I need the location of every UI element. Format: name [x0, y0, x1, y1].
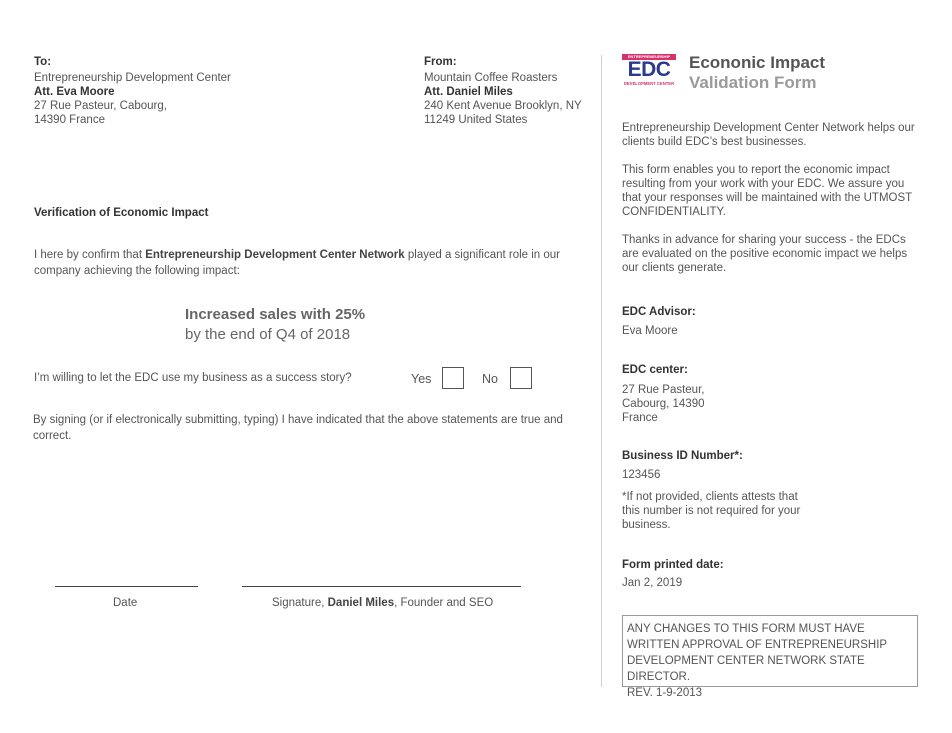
no-checkbox[interactable]	[510, 367, 532, 389]
from-block	[424, 55, 599, 127]
form-title-line1: Econonic Impact	[689, 53, 826, 72]
to-org: Entrepreneurship Development Center	[34, 72, 231, 84]
signing-statement: By signing (or if electronically submitting, typing) I have indicated that the above statements are true and correct.	[33, 414, 563, 442]
edc-logo	[622, 54, 676, 87]
date-label: Date	[113, 597, 138, 609]
date-line	[55, 586, 198, 587]
form-title-line2: Validation Form	[689, 73, 817, 92]
confirmation-suffix: played a significant role in our company achieving the following impact:	[34, 249, 561, 277]
from-label: From:	[424, 56, 457, 68]
confirmation-statement	[34, 247, 574, 279]
signature-line	[242, 586, 521, 587]
impact-line2: by the end of Q4 of 2018	[185, 326, 351, 343]
logo-bottom-text: DEVELOPMENT CENTER	[623, 81, 675, 86]
logo-top-text: ENTREPRENEURSHIP	[627, 54, 671, 59]
signature-prefix: Signature,	[272, 597, 328, 609]
center-label: EDC center:	[622, 364, 688, 376]
advisor-value: Eva Moore	[622, 325, 678, 337]
business-id-note: *If not provided, clients attests that this number is not required for your business.	[622, 491, 801, 531]
advisor-label: EDC Advisor:	[622, 306, 696, 318]
to-label: To:	[34, 56, 52, 68]
signature-label	[272, 597, 493, 609]
impact-statement	[185, 305, 365, 345]
center-line3: France	[622, 412, 658, 424]
printed-date-value: Jan 2, 2019	[622, 577, 683, 589]
signature-name: Daniel Miles	[327, 597, 395, 609]
center-line1: 27 Rue Pasteur,	[622, 384, 705, 396]
confirmation-org: Entrepreneurship Development Center Network	[145, 249, 405, 261]
printed-date-label: Form printed date:	[622, 559, 724, 571]
to-block	[34, 55, 334, 127]
approval-notice	[622, 615, 918, 699]
center-address	[622, 383, 704, 425]
verification-heading: Verification of Economic Impact	[34, 207, 209, 219]
yes-label: Yes	[411, 372, 432, 386]
intro-paragraph-1: Entrepreneurship Development Center Network helps our clients build EDC’s best businesses.	[622, 122, 915, 148]
yes-checkbox[interactable]	[442, 367, 464, 389]
from-attention: Att. Daniel Miles	[424, 86, 513, 98]
business-id-value: 123456	[622, 469, 661, 481]
signature-suffix: , Founder and SEO	[394, 597, 494, 609]
impact-line1: Increased sales with 25%	[185, 306, 366, 323]
confirmation-prefix: I here by confirm that	[34, 249, 146, 261]
to-address-line1: 27 Rue Pasteur, Cabourg,	[34, 100, 167, 112]
from-org: Mountain Coffee Roasters	[424, 72, 558, 84]
logo-main-text: EDC	[627, 58, 671, 81]
business-id-label: Business ID Number*:	[622, 450, 743, 462]
from-address-line2: 11249 United States	[424, 114, 528, 126]
center-line2: Cabourg, 14390	[622, 398, 705, 410]
success-story-question: I’m willing to let the EDC use my business as a success story?	[34, 372, 352, 384]
intro-paragraph-2: This form enables you to report the economic impact resulting from your work with your EDC. We assure you that your responses will be maintained with the UTMOST CONFIDENTIALITY.	[622, 164, 912, 218]
to-address-line2: 14390 France	[34, 114, 105, 126]
column-divider	[601, 55, 602, 687]
revision-text: REV. 1-9-2013	[627, 687, 703, 699]
to-attention: Att. Eva Moore	[34, 86, 115, 98]
no-label: No	[482, 372, 498, 386]
approval-notice-text: ANY CHANGES TO THIS FORM MUST HAVE WRITTEN APPROVAL OF ENTREPRENEURSHIP DEVELOPMENT CENTER NETWORK STATE DIRECTOR.	[627, 623, 887, 683]
from-address-line1: 240 Kent Avenue Brooklyn, NY	[424, 100, 582, 112]
form-title	[689, 53, 825, 93]
intro-paragraph-3: Thanks in advance for sharing your success - the EDCs are evaluated on the positive economic impact we helps our clients generate.	[622, 234, 908, 274]
